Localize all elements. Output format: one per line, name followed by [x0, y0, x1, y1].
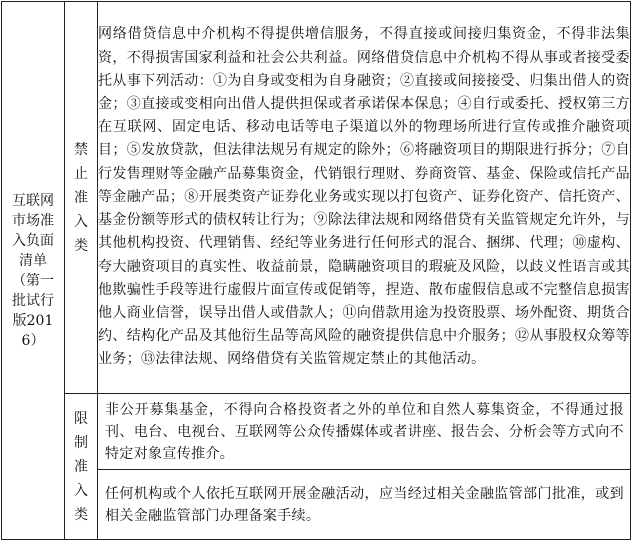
restricted-label: 限制准入类: [74, 410, 88, 523]
category-cell: [2, 2, 65, 540]
category-title: 互联网市场准入负面清单（第一批试行版2016）: [12, 192, 54, 349]
restricted-label-cell: [65, 394, 98, 540]
prohibited-content: 网络借贷信息中介机构不得提供增信服务，不得直接或间接归集资金，不得非法集资，不得损害国家利益和社会公共利益。网络借贷信息中介机构不得从事或者接受委托从事下列活动：①为自身或变相为自身融资；②直接或间接接受、归集出借人的资金；③直接或变相向出借人提供担保或者承诺保本保息；④自行或委托、授权第三方在互联网、固定电话、移动电话等电子渠道以外的物理场所进行宣传或推介融资项目；⑤发放贷款，但法律法规另有规定的除外；⑥将融资项目的期限进行拆分；⑦自行发售理财等金融产品募集资金，代销银行理财、券商资管、基金、保险或信托产品等金融产品；⑧开展类资产证券化业务或实现以打包资产、证券化资产、信托资产、基金份额等形式的债权转让行为；⑨除法律法规和网络借贷有关监管规定允许外，与其他机构投资、代理销售、经纪等业务进行任何形式的混合、捆绑、代理；⑩虚构、夸大融资项目的真实性、收益前景，隐瞒融资项目的瑕疵及风险，以歧义性语言或其他欺骗性手段等进行虚假片面宣传或促销等，捏造、散布虚假信息或不完整信息损害他人商业信誉，误导出借人或借款人；⑪向借款用途为投资股票、场外配资、期货合约、结构化产品及其他衍生品等高风险的融资提供信息中介服务；⑫从事股权众筹等业务；⑬法律法规、网络借贷有关监管规定禁止的其他活动。: [98, 2, 631, 394]
restricted-content-2: 任何机构或个人依托互联网开展金融活动，应当经过相关金融监管部门批准，或到相关金融监管部门办理备案手续。: [98, 470, 631, 540]
prohibited-row: [2, 2, 631, 394]
negative-list-table: [1, 1, 631, 540]
prohibited-label: 禁止准入类: [74, 141, 88, 254]
prohibited-label-cell: [65, 2, 98, 394]
restricted-content-1: 非公开募集基金，不得向合格投资者之外的单位和自然人募集资金，不得通过报刊、电台、电视台、互联网等公众传播媒体或者讲座、报告会、分析会等方式向不特定对象宣传推介。: [98, 394, 631, 470]
restricted-row-1: [2, 394, 631, 470]
